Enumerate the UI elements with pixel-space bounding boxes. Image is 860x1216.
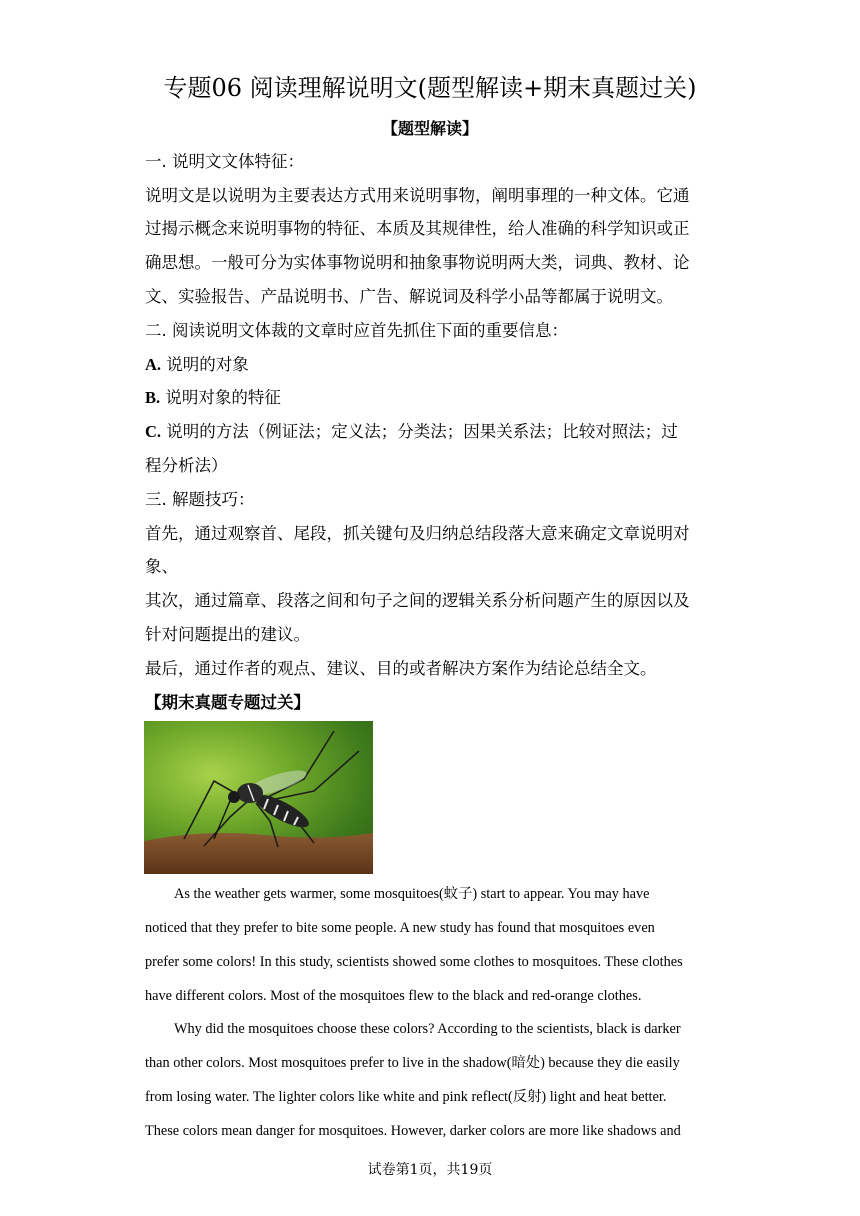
section1-line: 说明文是以说明为主要表达方式用来说明事物，阐明事理的一种文体。它通 — [145, 186, 690, 205]
mosquito-thorax — [237, 783, 263, 803]
section1-line: 文、实验报告、产品说明书、广告、解说词及科学小品等都属于说明文。 — [145, 287, 673, 306]
section2-item-a — [145, 348, 725, 382]
mosquito-photo — [144, 721, 373, 874]
section3-heading: 三. 解题技巧： — [145, 490, 255, 509]
passage-line: Why did the mosquitoes choose these colors? According to the scientists, black is darker — [174, 1021, 681, 1037]
passage-line: prefer some colors! In this study, scientists showed some clothes to mosquitoes. These clothes — [145, 954, 683, 970]
section1-line: 过揭示概念来说明事物的特征、本质及其规律性，给人准确的科学知识或正 — [145, 219, 690, 238]
passage-line: have different colors. Most of the mosquitoes flew to the black and red-orange clothes. — [145, 988, 642, 1004]
item-letter: B. — [145, 388, 161, 407]
skin-surface — [144, 833, 373, 874]
passage-line: than other colors. Most mosquitoes prefer to live in the shadow(暗处) because they die easily — [145, 1055, 680, 1071]
section2-heading: 二. 阅读说明文体裁的文章时应首先抓住下面的重要信息： — [145, 321, 568, 340]
section4-heading: 【期末真题专题过关】 — [145, 693, 310, 712]
passage-line: from losing water. The lighter colors like white and pink reflect(反射) light and heat better. — [145, 1089, 667, 1105]
section-subtitle: 【题型解读】 — [381, 119, 478, 138]
mosquito-illustration — [144, 721, 373, 874]
section2-item-b — [145, 381, 725, 415]
section3-line: 首先，通过观察首、尾段，抓关键句及归纳总结段落大意来确定文章说明对 — [145, 524, 690, 543]
passage-line: These colors mean danger for mosquitoes. However, darker colors are more like shadows and — [145, 1123, 681, 1139]
section2-continuation: 程分析法） — [145, 456, 228, 475]
section3-line: 针对问题提出的建议。 — [145, 625, 310, 644]
passage-line: As the weather gets warmer, some mosquitoes(蚊子) start to appear. You may have — [174, 886, 650, 902]
page-footer: 试卷第1页，共19页 — [367, 1162, 493, 1178]
item-text: 说明对象的特征 — [160, 388, 281, 407]
section1-line: 确思想。一般可分为实体事物说明和抽象事物说明两大类，词典、教材、论 — [145, 253, 690, 272]
item-text: 说明的方法（例证法；定义法；分类法；因果关系法；比较对照法；过 — [161, 422, 678, 441]
item-letter: C. — [145, 422, 162, 441]
page-title: 专题06 阅读理解说明文(题型解读+期末真题过关) — [163, 74, 697, 102]
section3-line: 其次，通过篇章、段落之间和句子之间的逻辑关系分析问题产生的原因以及 — [145, 591, 690, 610]
section1-heading: 一. 说明文文体特征： — [145, 152, 304, 171]
passage-line: noticed that they prefer to bite some people. A new study has found that mosquitoes even — [145, 920, 655, 936]
section3-line: 象、 — [145, 557, 178, 576]
section2-item-c — [145, 415, 725, 449]
item-letter: A. — [145, 355, 162, 374]
section3-line: 最后，通过作者的观点、建议、目的或者解决方案作为结论总结全文。 — [145, 659, 657, 678]
item-text: 说明的对象 — [161, 355, 249, 374]
